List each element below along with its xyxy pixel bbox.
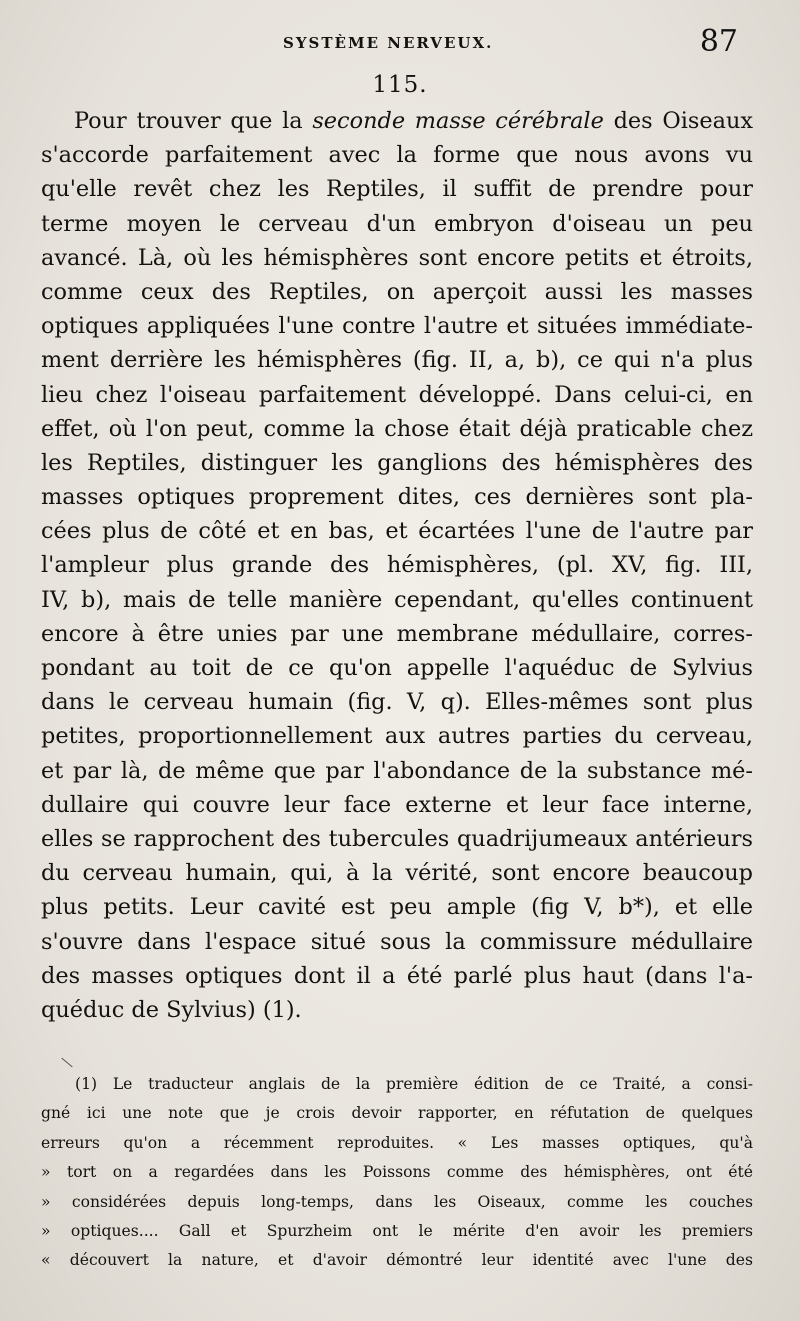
section-number: 115. bbox=[372, 72, 428, 98]
paragraph-line: petites, proportionnellement aux autres parties du cerveau, bbox=[41, 723, 753, 750]
paragraph-line: comme ceux des Reptiles, on aperçoit aussi les masses bbox=[41, 278, 753, 305]
main-paragraph bbox=[41, 104, 753, 1027]
footnote-line: erreurs qu'on a récemment reproduites. « Les masses optiques, qu'à bbox=[41, 1133, 753, 1152]
paragraph-line: les Reptiles, distinguer les ganglions des hémisphères des bbox=[41, 449, 753, 476]
paragraph-line: lieu chez l'oiseau parfaitement développé. Dans celui-ci, en bbox=[41, 381, 753, 408]
paragraph-line: ment derrière les hémisphères (fig. II, a, b), ce qui n'a plus bbox=[41, 347, 753, 374]
paragraph-line: s'accorde parfaitement avec la forme que nous avons vu bbox=[41, 142, 753, 169]
paragraph-line: elles se rapprochent des tubercules quadrijumeaux antérieurs bbox=[41, 825, 753, 852]
paragraph-line: quéduc de Sylvius) (1). bbox=[41, 996, 302, 1023]
emphasis-term: seconde masse cérébrale bbox=[312, 108, 604, 134]
running-head-title: SYSTÈME NERVEUX. bbox=[283, 34, 494, 52]
paragraph-line: IV, b), mais de telle manière cependant, qu'elles continuent bbox=[41, 586, 753, 613]
paragraph-line: des masses optiques dont il a été parlé plus haut (dans l'a- bbox=[41, 962, 753, 989]
footnote-line: » tort on a regardées dans les Poissons comme des hémisphères, ont été bbox=[41, 1163, 753, 1182]
footnote-mark-stroke bbox=[61, 1058, 72, 1068]
paragraph-line: qu'elle revêt chez les Reptiles, il suffit de prendre pour bbox=[41, 176, 753, 203]
paragraph-line: dullaire qui couvre leur face externe et leur face interne, bbox=[41, 791, 753, 818]
footnote-line: » optiques.... Gall et Spurzheim ont le mérite d'en avoir les premiers bbox=[41, 1221, 753, 1240]
footnote-line: » considérées depuis long-temps, dans les Oiseaux, comme les couches bbox=[41, 1192, 753, 1211]
paragraph-line: cées plus de côté et en bas, et écartées l'une de l'autre par bbox=[41, 518, 753, 545]
paragraph-line: terme moyen le cerveau d'un embryon d'oiseau un peu bbox=[41, 210, 753, 237]
paragraph-line: l'ampleur plus grande des hémisphères, (pl. XV, fig. III, bbox=[41, 552, 753, 579]
paragraph-line: pondant au toit de ce qu'on appelle l'aquéduc de Sylvius bbox=[41, 655, 753, 681]
paragraph-line: du cerveau humain, qui, à la vérité, sont encore beaucoup bbox=[41, 860, 753, 887]
paragraph-line: effet, où l'on peut, comme la chose était déjà praticable chez bbox=[41, 415, 753, 442]
paragraph-line: avancé. Là, où les hémisphères sont encore petits et étroits, bbox=[41, 244, 753, 271]
running-head bbox=[0, 24, 800, 66]
paragraph-line: optiques appliquées l'une contre l'autre et situées immédiate- bbox=[41, 313, 753, 340]
paragraph-line: encore à être unies par une membrane médullaire, corres- bbox=[41, 620, 753, 647]
footnote-line: (1) Le traducteur anglais de la première édition de ce Traité, a consi- bbox=[75, 1075, 753, 1093]
footnote-line: « découvert la nature, et d'avoir démontré leur identité avec l'une des bbox=[41, 1251, 753, 1270]
paragraph-line: s'ouvre dans l'espace situé sous la commissure médullaire bbox=[41, 928, 753, 955]
paragraph-line: et par là, de même que par l'abondance de la substance mé- bbox=[41, 757, 753, 784]
paragraph-line: dans le cerveau humain (fig. V, q). Elles-mêmes sont plus bbox=[41, 689, 753, 716]
paragraph-line: plus petits. Leur cavité est peu ample (fig V, b*), et elle bbox=[41, 894, 753, 921]
page-number: 87 bbox=[699, 24, 738, 59]
footnote bbox=[41, 1070, 753, 1276]
paragraph-line: Pour trouver que la seconde masse cérébrale des Oiseaux bbox=[74, 108, 753, 134]
footnote-line: gné ici une note que je crois devoir rapporter, en réfutation de quelques bbox=[41, 1104, 753, 1123]
paragraph-line: masses optiques proprement dites, ces dernières sont pla- bbox=[41, 484, 753, 511]
